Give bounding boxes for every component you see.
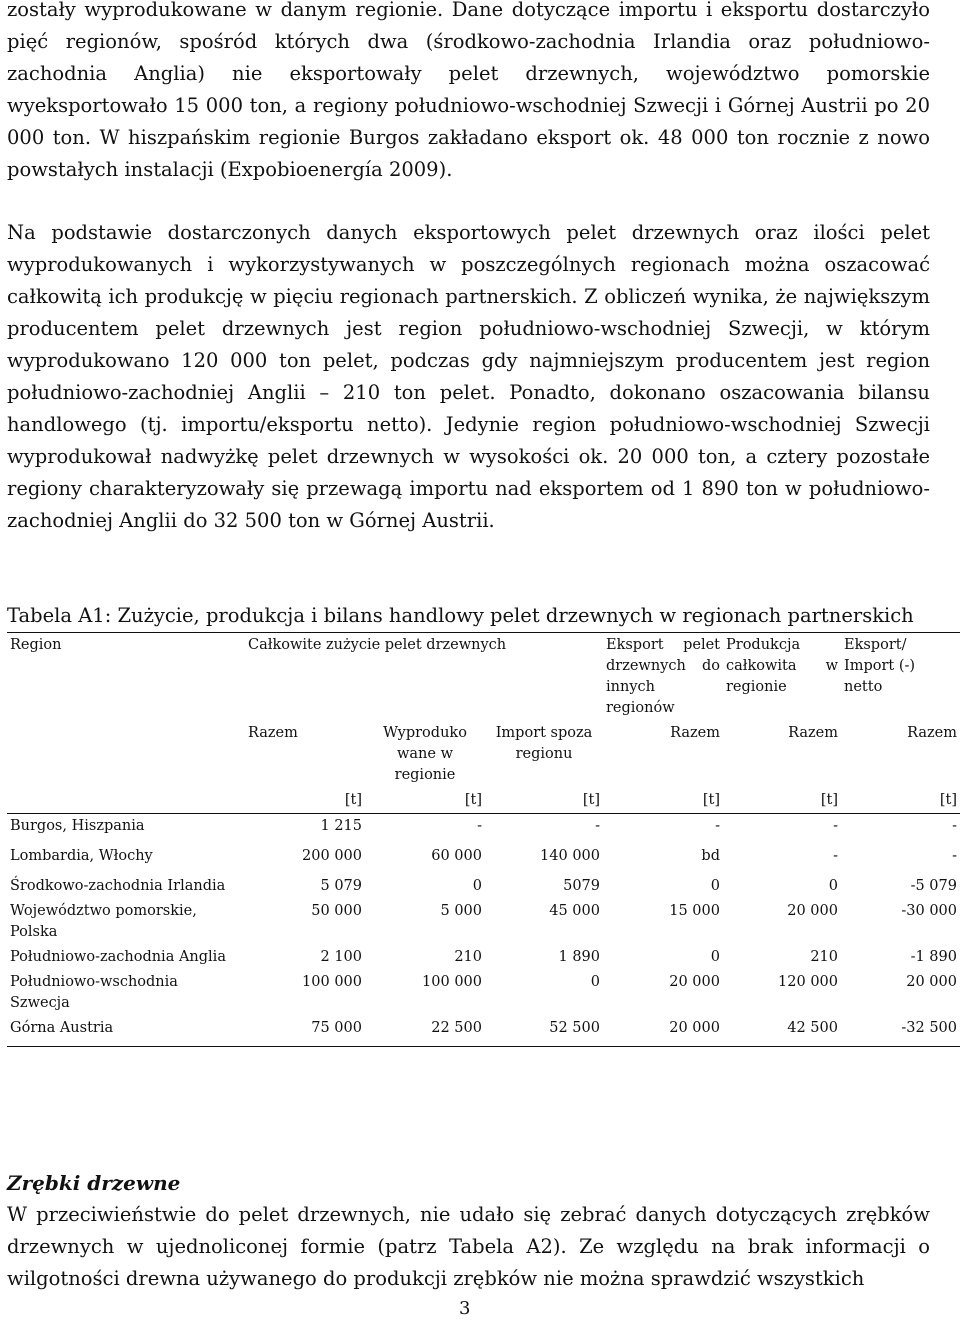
header-total: Razem (248, 725, 298, 741)
row-region: Lombardia, Włochy (10, 847, 153, 864)
table-row (7, 814, 960, 844)
row-region: Burgos, Hiszpania (10, 818, 145, 834)
unit-cell: [t] (603, 788, 723, 814)
table-row (7, 1016, 960, 1047)
row-region: Górna Austria (7, 1016, 245, 1047)
cell-produced: 60 000 (431, 847, 482, 864)
cell-total: 2 100 (320, 948, 362, 965)
unit-cell: [t] (365, 788, 485, 814)
header-balance: Eksport/ Import (-) netto (841, 633, 960, 722)
cell-production: 0 (828, 877, 838, 894)
cell-produced: 210 (454, 948, 482, 965)
header-consumption: Całkowite zużycie pelet drzewnych (245, 633, 603, 722)
row-region: Południowo-wschodnia Szwecja (10, 973, 178, 1011)
cell-balance: -1 890 (910, 948, 957, 965)
paragraph-import-export: zostały wyprodukowane w danym regionie. Dane dotyczące importu i eksportu dostarczyło pięć regionów, spośród których dwa (środkowo-zachodnia Irlandia oraz południowo-zachodnia Anglia) nie eksportowały pelet drzewnych, województwo pomorskie wyeksportowało 15 000 ton, a regiony południowo-wschodniej Szwecji i Górnej Austrii po 20 000 ton. W hiszpańskim regionie Burgos zakładano eksport ok. 48 000 ton rocznie z nowo powstałych instalacji (Expobioenergía 2009). (7, 0, 930, 181)
header-export: Eksport pelet drzewnych do innych regionów (603, 633, 723, 722)
paragraph-wood-chips: W przeciwieństwie do pelet drzewnych, nie udało się zebrać danych dotyczących zrębków drzewnych w ujednoliconej formie (patrz Tabela A2). Ze względu na brak informacji o wilgotności drewna używanego do produkcji zrębków nie można sprawdzić wszystkich (7, 1203, 930, 1290)
table-row (7, 899, 960, 945)
cell-produced: 100 000 (422, 973, 482, 990)
table-row (7, 970, 960, 1016)
cell-total: 100 000 (302, 973, 362, 990)
header-row-2 (7, 721, 960, 788)
cell-produced: - (477, 818, 482, 834)
table-row (7, 945, 960, 970)
cell-balance: -32 500 (841, 1016, 960, 1047)
header-production-total: Razem (788, 725, 838, 741)
cell-export: 15 000 (669, 902, 720, 919)
cell-imported: 5079 (563, 877, 600, 894)
cell-production: - (833, 847, 838, 864)
cell-imported: 1 890 (558, 948, 600, 965)
cell-total: 50 000 (311, 902, 362, 919)
section-heading: Zrębki drzewne (7, 1171, 181, 1195)
cell-production: 210 (810, 948, 838, 965)
table-row (7, 844, 960, 874)
header-export-total: Razem (670, 725, 720, 741)
cell-balance: 20 000 (906, 973, 957, 990)
unit-cell: [t] (485, 788, 603, 814)
row-region: Południowo-zachodnia Anglia (10, 948, 226, 965)
header-produced: Wyproduko wane w regionie (383, 725, 467, 783)
row-region: Środkowo-zachodnia Irlandia (10, 877, 226, 894)
header-balance-total: Razem (907, 725, 957, 741)
table-a1-container (7, 632, 960, 1047)
row-region: Województwo pomorskie, Polska (10, 902, 197, 940)
cell-total: 1 215 (320, 818, 362, 834)
header-row-1 (7, 633, 960, 722)
cell-export: 0 (710, 948, 720, 965)
unit-cell: [t] (723, 788, 841, 814)
cell-balance: -30 000 (901, 902, 957, 919)
unit-cell: [t] (245, 788, 365, 814)
unit-cell: [t] (841, 788, 960, 814)
table-row (7, 874, 960, 899)
cell-export: 20 000 (603, 1016, 723, 1047)
cell-produced: 0 (472, 877, 482, 894)
cell-balance: - (952, 847, 957, 864)
cell-production: 120 000 (778, 973, 838, 990)
cell-produced: 22 500 (365, 1016, 485, 1047)
cell-imported: 0 (590, 973, 600, 990)
cell-imported: 52 500 (485, 1016, 603, 1047)
header-imported: Import spoza regionu (495, 725, 593, 762)
cell-production: 42 500 (723, 1016, 841, 1047)
table-caption: Tabela A1: Zużycie, produkcja i bilans handlowy pelet drzewnych w regionach partnerskich (7, 604, 914, 627)
header-production: Produkcja całkowita w regionie (723, 633, 841, 722)
cell-balance: -5 079 (910, 877, 957, 894)
cell-total: 200 000 (302, 847, 362, 864)
paragraph-production-estimate: Na podstawie dostarczonych danych eksportowych pelet drzewnych oraz ilości pelet wyprodukowanych i wykorzystywanych w poszczególnych regionach można oszacować całkowitą ich produkcję w pięciu regionach partnerskich. Z obliczeń wynika, że największym producentem pelet drzewnych jest region południowo-wschodniej Szwecji, w którym wyprodukowano 120 000 ton pelet, podczas gdy najmniejszym producentem jest region południowo-zachodniej Anglii – 210 ton pelet. Ponadto, dokonano oszacowania bilansu handlowego (tj. importu/eksportu netto). Jedynie region południowo-wschodniej Szwecji wyprodukował nadwyżkę pelet drzewnych w wysokości ok. 20 000 ton, a cztery pozostałe regiony charakteryzowały się przewagą importu nad eksportem od 1 890 ton w południowo-zachodniej Anglii do 32 500 ton w Górnej Austrii. (7, 221, 930, 532)
cell-production: 20 000 (787, 902, 838, 919)
units-row (7, 788, 960, 814)
cell-export: - (715, 818, 720, 834)
cell-total: 5 079 (320, 877, 362, 894)
cell-total: 75 000 (245, 1016, 365, 1047)
cell-export: bd (701, 847, 720, 864)
cell-imported: 140 000 (540, 847, 600, 864)
cell-production: - (833, 818, 838, 834)
page-number: 3 (459, 1298, 471, 1319)
cell-imported: - (595, 818, 600, 834)
header-region: Region (7, 633, 245, 722)
cell-export: 0 (710, 877, 720, 894)
table-a1 (7, 632, 960, 1047)
cell-produced: 5 000 (440, 902, 482, 919)
cell-balance: - (952, 818, 957, 834)
cell-export: 20 000 (669, 973, 720, 990)
cell-imported: 45 000 (549, 902, 600, 919)
